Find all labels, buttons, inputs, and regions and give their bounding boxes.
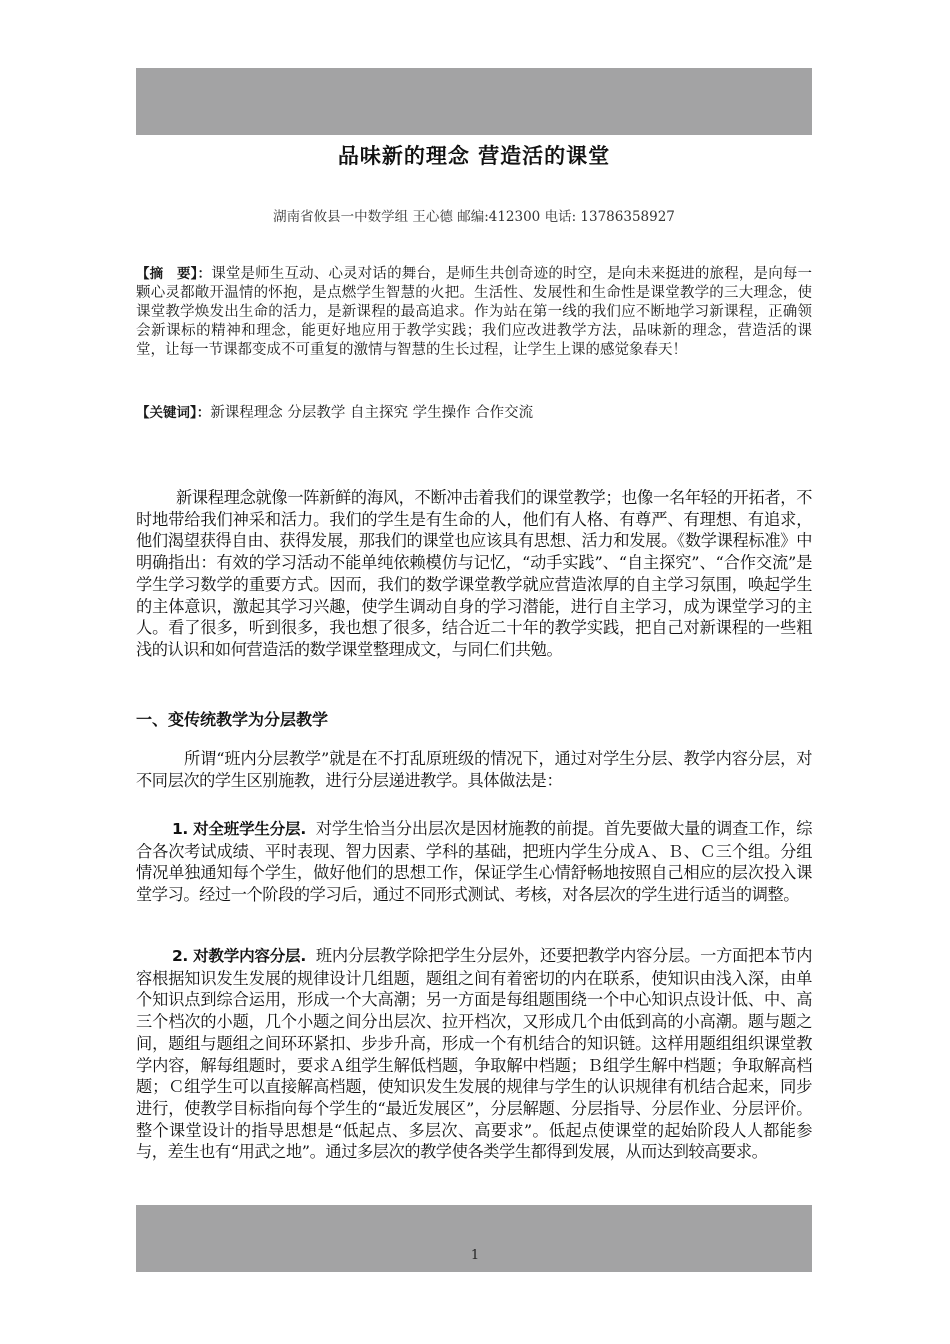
abstract-paragraph bbox=[136, 265, 812, 360]
keywords-line bbox=[136, 404, 812, 423]
page-number: 1 bbox=[470, 1248, 480, 1263]
list-item-content-layering bbox=[136, 945, 812, 1163]
abstract-label: 【摘 要】： bbox=[136, 266, 212, 282]
keywords-label: 【关键词】： bbox=[136, 405, 211, 421]
list-item-text: 对学生恰当分出层次是因材施教的前提。首先要做大量的调查工作，综合各次考试成绩、平时表现、智力因素、学科的基础，把班内学生分成Ａ、Ｂ、Ｃ三个组。分组情况单独通知每个学生，做好他们的思想工作，保证学生心情舒畅地按照自己相应的层次投入课堂学习。经过一个阶段的学习后，通过不同形式测试、考核，对各层次的学生进行适当的调整。 bbox=[136, 819, 813, 905]
section-heading: 一、变传统教学为分层教学 bbox=[136, 710, 329, 729]
abstract-text: 课堂是师生互动、心灵对话的舞台，是师生共创奇迹的时空，是向未来挺进的旅程，是向每一颗心灵都敞开温情的怀抱，是点燃学生智慧的火把。生活性、发展性和生命性是课堂教学的三大理念，使课堂教学焕发出生命的活力，是新课程的最高追求。作为站在第一线的我们应不断地学习新课程，正确领会新课标的精神和理念，能更好地应用于教学实践；我们应改进教学方法，品味新的理念，营造活的课堂，让每一节课都变成不可重复的激情与智慧的生长过程，让学生上课的感觉象春天！ bbox=[136, 266, 813, 358]
section-intro-paragraph: 所谓“班内分层教学”就是在不打乱原班级的情况下，通过对学生分层、教学内容分层，对不同层次的学生区别施教，进行分层递进教学。具体做法是： bbox=[136, 749, 812, 790]
list-item-label: 1. 对全班学生分层. bbox=[172, 820, 306, 838]
list-item-label: 2. 对教学内容分层. bbox=[172, 947, 306, 965]
page-header-band bbox=[136, 68, 812, 135]
document-title: 品味新的理念 营造活的课堂 bbox=[337, 144, 611, 168]
author-byline: 湖南省攸县一中数学组 王心德 邮编:412300 电话: 13786358927 bbox=[273, 209, 675, 225]
keywords-text: 新课程理念 分层教学 自主探究 学生操作 合作交流 bbox=[210, 405, 534, 421]
intro-paragraph: 新课程理念就像一阵新鲜的海风，不断冲击着我们的课堂教学；也像一名年轻的开拓者，不时地带给我们神采和活力。我们的学生是有生命的人，他们有人格、有尊严、有理想、有追求，他们渴望获得自由、获得发展，那我们的课堂也应该具有思想、活力和发展。《数学课程标准》中明确指出：有效的学习活动不能单纯依赖模仿与记忆，“动手实践”、“自主探究”、“合作交流”是学生学习数学的重要方式。因而，我们的数学课堂教学就应营造浓厚的自主学习氛围，唤起学生的主体意识，激起其学习兴趣，使学生调动自身的学习潜能，进行自主学习，成为课堂学习的主人。看了很多，听到很多，我也想了很多，结合近二十年的教学实践，把自己对新课程的一些粗浅的认识和如何营造活的数学课堂整理成文，与同仁们共勉。 bbox=[136, 488, 812, 659]
list-item-text: 班内分层教学除把学生分层外，还要把教学内容分层。一方面把本节内容根据知识发生发展的规律设计几组题，题组之间有着密切的内在联系，使知识由浅入深，由单个知识点到综合运用，形成一个大高潮；另一方面是每组题围绕一个中心知识点设计低、中、高三个档次的小题，几个小题之间分出层次、拉开档次，又形成几个由低到高的小高潮。题与题之间，题组与题组之间环环紧扣、步步升高，形成一个有机结合的知识链。这样用题组组织课堂教学内容，解每组题时，要求Ａ组学生解低档题，争取解中档题；Ｂ组学生解中档题；争取解高档题；Ｃ组学生可以直接解高档题，使知识发生发展的规律与学生的认识规律有机结合起来，同步进行，使教学目标指向每个学生的“最近发展区”，分层解题、分层指导、分层作业、分层评价。整个课堂设计的指导思想是“低起点、多层次、高要求”。低起点使课堂的起始阶段人人都能参与，差生也有“用武之地”。通过多层次的教学使各类学生都得到发展，从而达到较高要求。 bbox=[136, 946, 813, 1162]
list-item-student-layering bbox=[136, 818, 812, 906]
